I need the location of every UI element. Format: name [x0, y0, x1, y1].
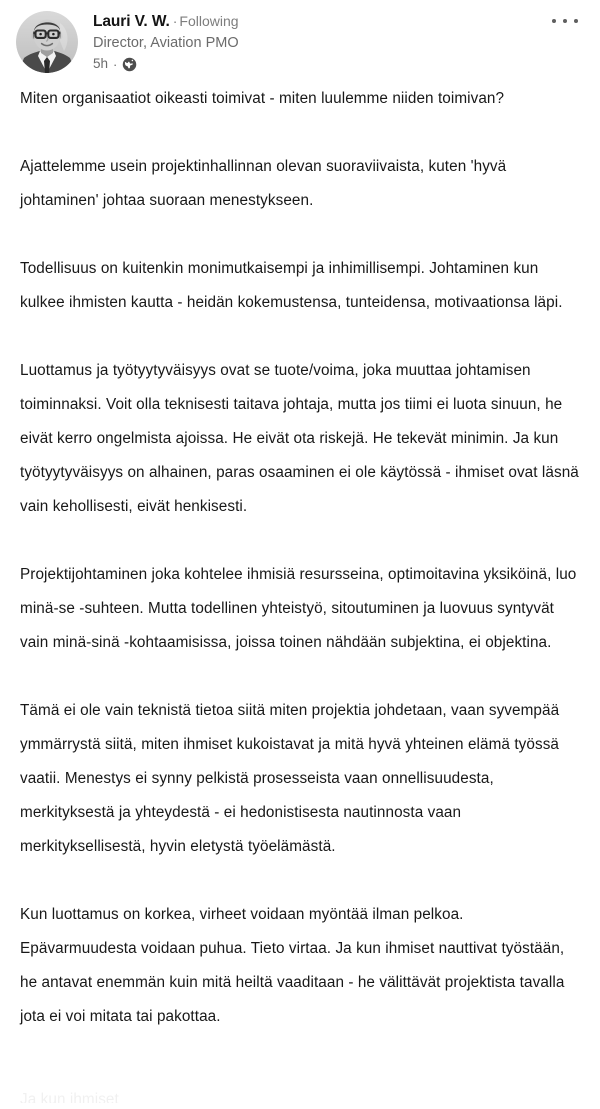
post-author-info [93, 10, 584, 73]
truncated-next-paragraph: Ja kun ihmiset [20, 1091, 119, 1104]
paragraph-gap [20, 218, 580, 252]
overflow-dot-2 [563, 19, 567, 23]
paragraph-gap [20, 524, 580, 558]
avatar[interactable] [16, 11, 78, 73]
post-paragraph: Ajattelemme usein projektinhallinnan olevan suoraviivaista, kuten 'hyvä johtaminen' johtaa suoraan menestykseen. [20, 158, 511, 209]
post-paragraph: Tämä ei ole vain teknistä tietoa siitä miten projektia johdetaan, vaan syvempää ymmärrystä siitä, miten ihmiset kukoistavat ja mitä hyvä yhteinen elämä työssä vaatii. Menestys ei synny pelkistä prosesseista vaan onnellisuudesta, merkityksestä ja yhteydestä - ei hedonistisesta nautinnosta vaan merkityksellisestä, hyvin eletystä työelämästä. [20, 702, 564, 855]
post-header [0, 0, 600, 82]
post-content [0, 82, 600, 1103]
name-separator: · [172, 13, 178, 29]
meta-separator-dot: · [113, 56, 118, 72]
overflow-dot-3 [574, 19, 578, 23]
paragraph-gap [20, 116, 580, 150]
paragraph-gap [20, 864, 580, 898]
paragraph-gap [20, 1034, 580, 1068]
author-name[interactable]: Lauri V. W. [93, 13, 170, 30]
overflow-dot-1 [552, 19, 556, 23]
post-paragraph: Luottamus ja työtyytyväisyys ovat se tuote/voima, joka muuttaa johtamisen toiminnaksi. Voit olla teknisesti taitava johtaja, mutta jos tiimi ei luota sinuun, he eivät kerro ongelmista ajoissa. He eivät ota riskejä. He tekevät minimin. Ja kun työtyytyväisyys on alhainen, paras osaaminen ei ole käytössä - ihmiset ovat läsnä vain kehollisesti, eivät henkisesti. [20, 362, 584, 515]
paragraph-gap [20, 660, 580, 694]
post-meta [93, 55, 584, 73]
paragraph-gap [20, 320, 580, 354]
follow-state-label[interactable]: Following [179, 13, 239, 29]
post-timestamp: 5h [93, 56, 109, 71]
post-paragraph: Miten organisaatiot oikeasti toimivat - miten luulemme niiden toimivan? [20, 90, 505, 107]
post-paragraph: Projektijohtaminen joka kohtelee ihmisiä resursseina, optimoitavina yksiköinä, luo minä-se -suhteen. Mutta todellinen yhteistyö, sitoutuminen ja luovuus syntyvät vain minä-sinä -kohtaamisissa, joissa toinen nähdään subjektina, ei objektina. [20, 566, 581, 651]
author-name-line [93, 11, 584, 32]
post-overflow-menu-button[interactable] [552, 10, 578, 32]
globe-icon [122, 57, 137, 72]
post-paragraph: Todellisuus on kuitenkin monimutkaisempi ja inhimillisempi. Johtaminen kun kulkee ihmisten kautta - heidän kokemustensa, tunteidensa, motivaationsa läpi. [20, 260, 563, 311]
post-paragraph: Kun luottamus on korkea, virheet voidaan myöntää ilman pelkoa. Epävarmuudesta voidaan puhua. Tieto virtaa. Ja kun ihmiset nauttivat työstään, he antavat enemmän kuin mitä heiltä vaaditaan - he välittävät projektista tavalla jota ei voi mitata tai pakottaa. [20, 906, 569, 1025]
author-headline: Director, Aviation PMO [93, 35, 239, 51]
